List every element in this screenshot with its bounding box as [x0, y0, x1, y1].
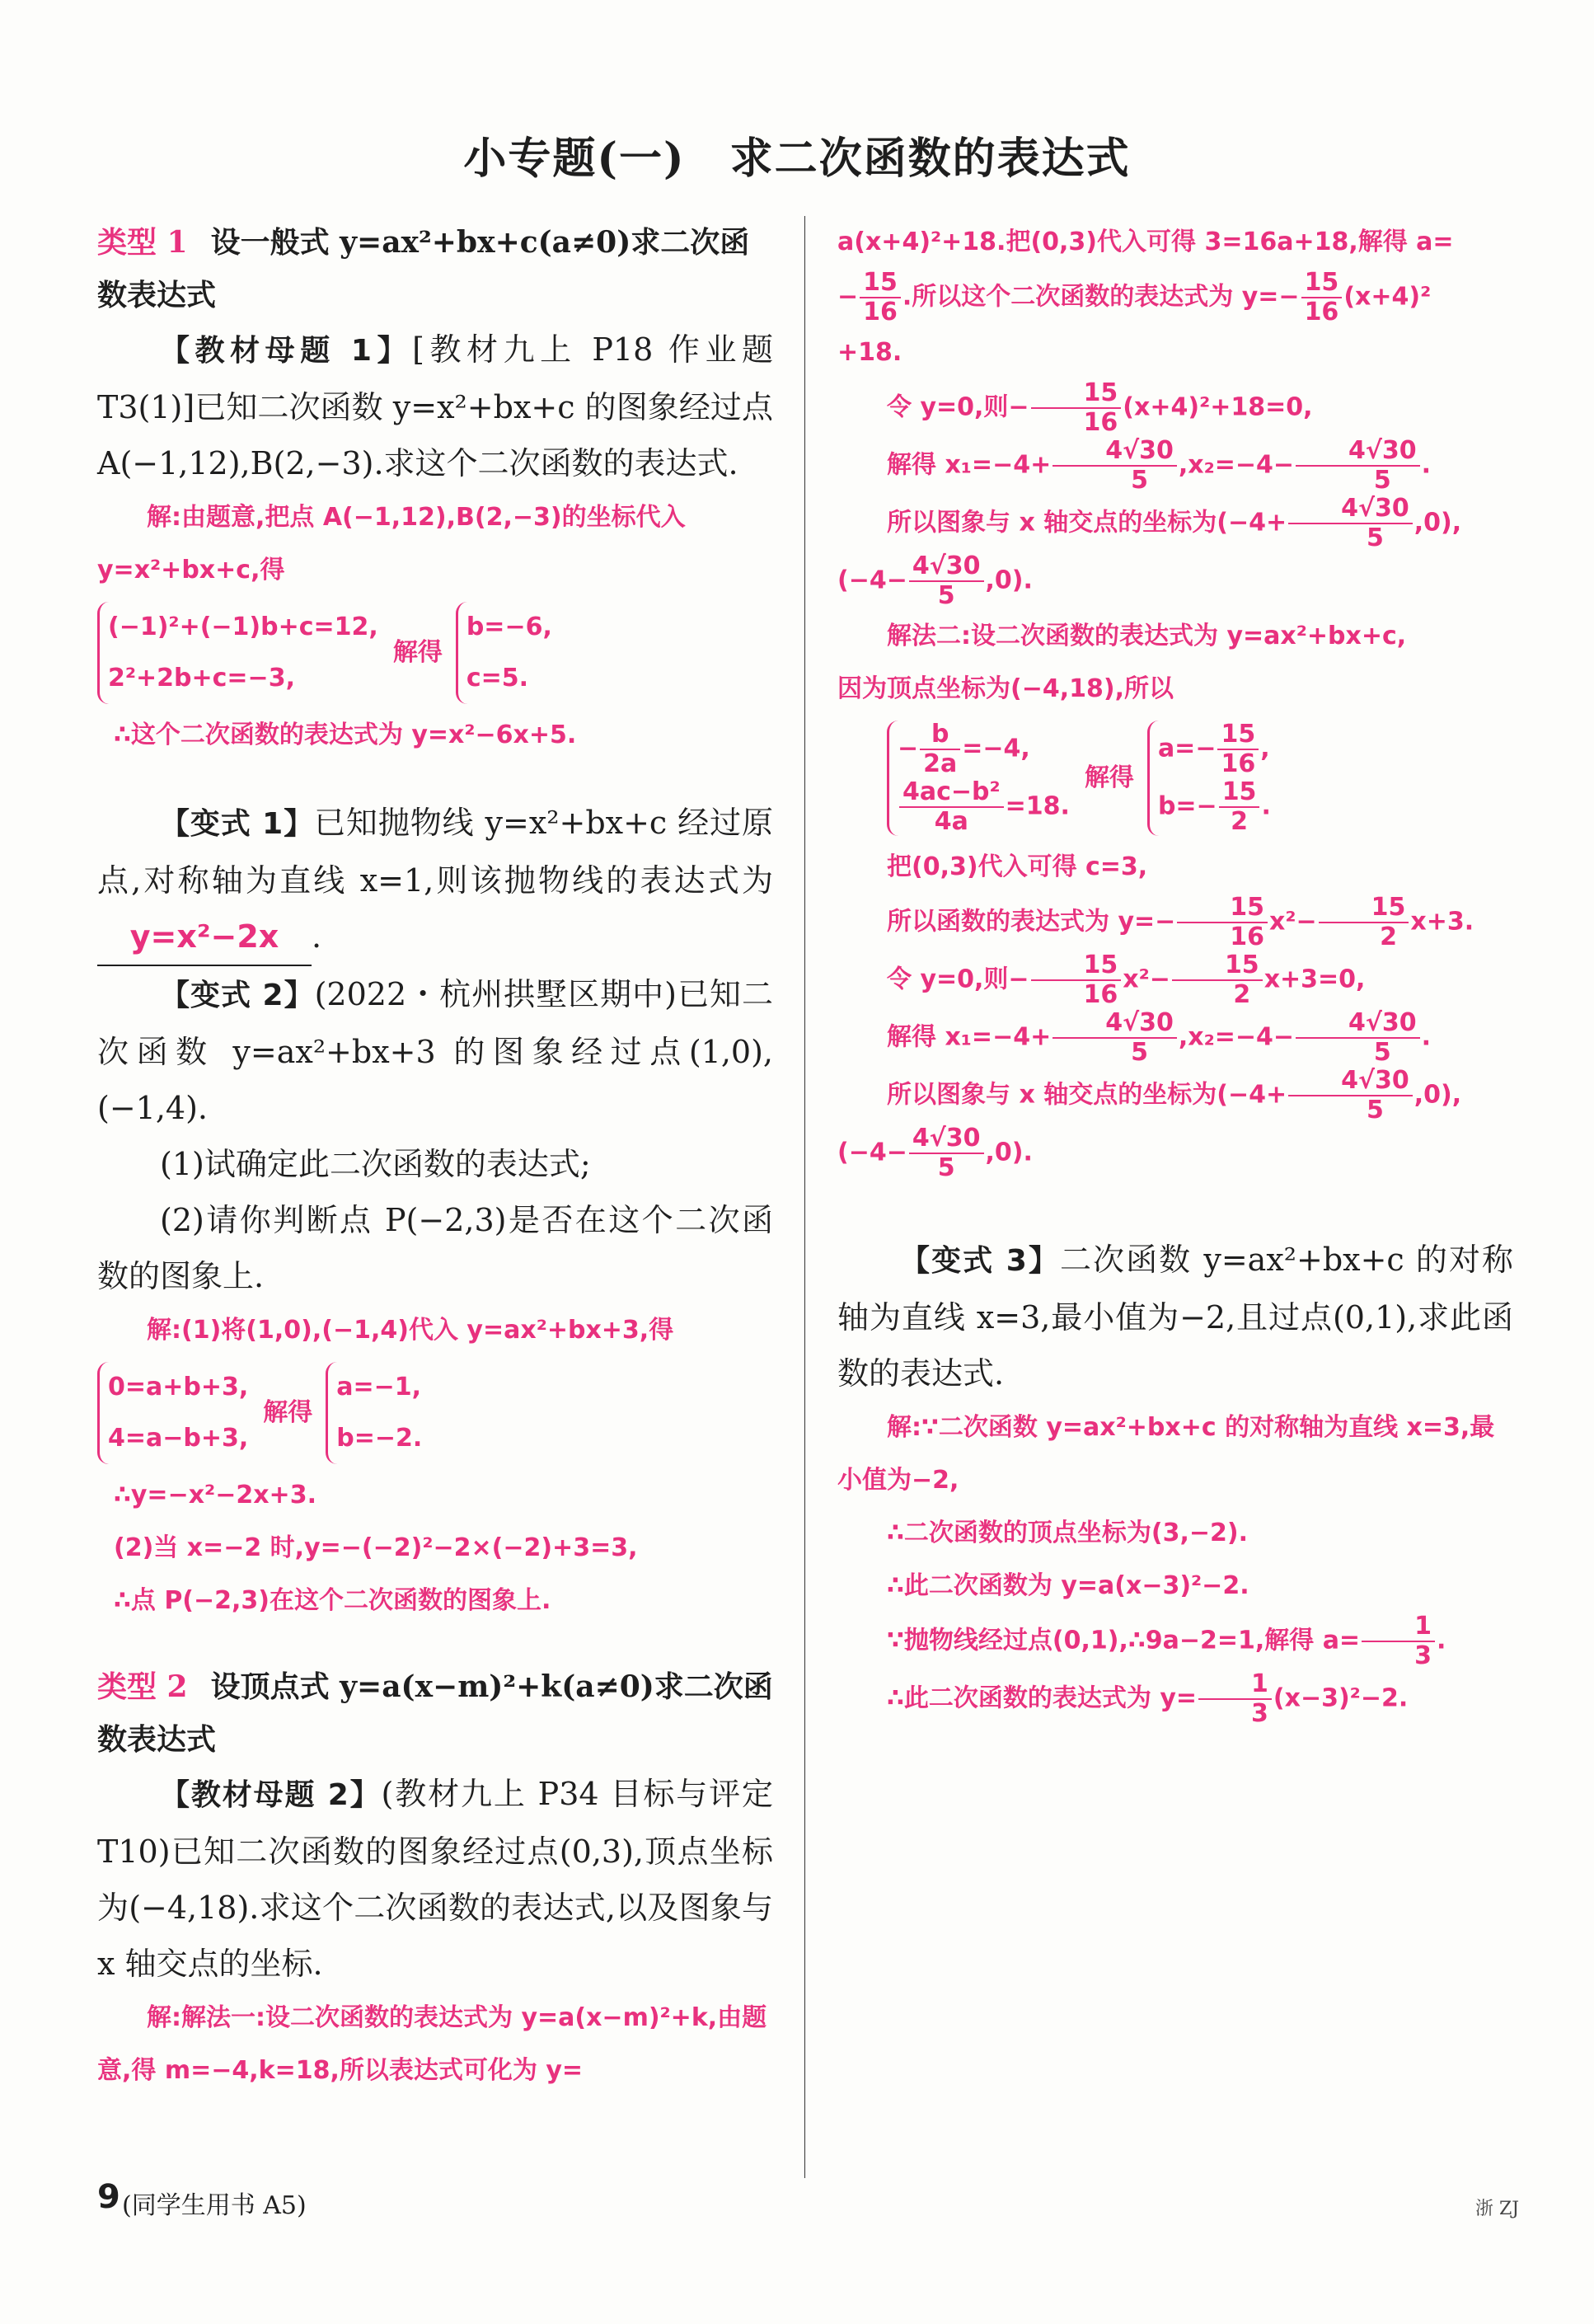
page-title: 小专题(一) 求二次函数的表达式 [463, 134, 1131, 184]
m2-solve-word: 解得 [1084, 763, 1134, 792]
type2-tag: 类型 2 [97, 1669, 188, 1704]
method1-line1: a(x+4)²+18.把(0,3)代入可得 3=16a+18,解得 a= [837, 228, 1454, 256]
left-column [97, 216, 773, 2097]
s1-eq2: 2²+2b+c=−3, [108, 664, 295, 693]
solution2-line3: ∴点 P(−2,3)在这个二次函数的图象上. [114, 1586, 551, 1615]
s2-solve-word: 解得 [263, 1398, 313, 1427]
type2-text: 设顶点式 y=a(x−m)²+k(a≠0)求二次函数表达式 [97, 1669, 773, 1757]
m2-r1: a=− $\frac{15}{16}$ , [1157, 720, 1270, 778]
solution4-line3: ∴此二次函数为 y=a(x−3)²−2. [887, 1571, 1249, 1600]
method2-line6: 解得 x₁=−4+ $\frac{4√30}{5}$ ,x₂=−4− $\frac{4√30}{5}$ . [887, 1008, 1432, 1067]
solution4-line1: 解:∵二次函数 y=ax²+bx+c 的对称轴为直线 x=3,最小值为−2, [837, 1413, 1495, 1495]
v1-text: 已知抛物线 y=x²+bx+c 经过原点,对称轴为直线 x=1,则该抛物线的表达式为 [97, 805, 773, 899]
page-number: 9 [97, 2178, 120, 2216]
method1-line2: − $\frac{15}{16}$ .所以这个二次函数的表达式为 y=− $\frac{15}{16}$ (x+4)² [837, 268, 1432, 326]
solution4-line2: ∴二次函数的顶点坐标为(3,−2). [887, 1519, 1248, 1547]
solution3-intro: 解:解法一:设二次函数的表达式为 y=a(x−m)²+k,由题意,得 m=−4,k=18,所以表达式可化为 y= [97, 2003, 767, 2085]
footer-edition: 浙 ZJ [1475, 2199, 1520, 2219]
method2-line8: (−4− $\frac{4√30}{5}$ ,0). [837, 1124, 1033, 1182]
s2-eq1: 0=a+b+3, [108, 1373, 249, 1401]
s1-solve-word: 解得 [392, 638, 443, 667]
method2-line2: 因为顶点坐标为(−4,18),所以 [837, 674, 1174, 703]
v1-label: 【变式 1】 [160, 807, 315, 841]
type2-heading [97, 1660, 773, 1766]
v3-label: 【变式 3】 [900, 1244, 1060, 1278]
m2-r2: b=− $\frac{15}{2}$ . [1157, 777, 1271, 836]
variant-2-q2: (2)请你判断点 P(−2,3)是否在这个二次函数的图象上. [97, 1202, 773, 1294]
v2-label: 【变式 2】 [160, 979, 315, 1012]
q1-text: [教材九上 P18 作业题 T3(1)]已知二次函数 y=x²+bx+c 的图象经过点 A(−1,12),B(2,−3).求这个二次函数的表达式. [97, 331, 773, 481]
s1-eq1: (−1)²+(−1)b+c=12, [108, 613, 378, 641]
method1-line4: 令 y=0,则− $\frac{15}{16}$ (x+4)²+18=0, [887, 378, 1313, 437]
s1-r1: b=−6, [466, 613, 552, 641]
variant-1 [97, 795, 773, 966]
textbook-question-2 [97, 1766, 773, 1992]
m2-eq2: $\frac{\text{4ac−b²}}{4a}$ =18. [898, 778, 1070, 836]
method2-line3: 把(0,3)代入可得 c=3, [887, 852, 1148, 881]
method1-line5: 解得 x₁=−4+ $\frac{4√30}{5}$ ,x₂=−4− $\frac{4√30}{5}$ . [887, 436, 1432, 495]
solution2-system [97, 1362, 773, 1464]
type1-tag: 类型 1 [97, 225, 188, 260]
v2-text: (2022・杭州拱墅区期中)已知二次函数 y=ax²+bx+3 的图象经过点(1,0),(−1,4). [97, 976, 773, 1126]
textbook-question-1 [97, 322, 773, 491]
variant-2-q1: (1)试确定此二次函数的表达式; [160, 1146, 591, 1182]
method1-line7: (−4− $\frac{4√30}{5}$ ,0). [837, 552, 1033, 610]
type1-heading [97, 216, 773, 322]
variant-2 [97, 966, 773, 1136]
method2-line4: 所以函数的表达式为 y=− $\frac{15}{16}$ x²− $\frac{15}{2}$ x+3. [887, 893, 1474, 951]
method2-line5: 令 y=0,则− $\frac{15}{16}$ x²− $\frac{15}{2}$ x+3=0, [887, 951, 1366, 1009]
q2-text: (教材九上 P34 目标与评定 T10)已知二次函数的图象经过点(0,3),顶点坐标为(−4,18).求这个二次函数的表达式,以及图象与 x 轴交点的坐标. [97, 1776, 773, 1982]
solution4-line4: ∵抛物线经过点(0,1),∴9a−2=1,解得 a= $\frac{1}{3}$ . [887, 1612, 1446, 1670]
solution4-line5: ∴此二次函数的表达式为 y= $\frac{1}{3}$ (x−3)²−2. [887, 1669, 1409, 1728]
v1-answer-blank: y=x²−2x [97, 908, 312, 966]
solution2-line1: ∴y=−x²−2x+3. [114, 1481, 316, 1509]
solution1-conclusion: ∴这个二次函数的表达式为 y=x²−6x+5. [114, 721, 577, 749]
method2-line1: 解法二:设二次函数的表达式为 y=ax²+bx+c, [887, 622, 1407, 650]
s1-r2: c=5. [466, 664, 529, 693]
right-column [837, 216, 1513, 1728]
s2-r2: b=−2. [336, 1424, 423, 1453]
method1-line3: +18. [837, 338, 902, 367]
solution2-line2: (2)当 x=−2 时,y=−(−2)²−2×(−2)+3=3, [114, 1533, 638, 1562]
q2-label: 【教材母题 2】 [160, 1778, 382, 1812]
variant-3 [837, 1232, 1513, 1401]
type1-text: 设一般式 y=ax²+bx+c(a≠0)求二次函数表达式 [97, 225, 750, 312]
method1-line6: 所以图象与 x 轴交点的坐标为(−4+ $\frac{4√30}{5}$ ,0), [887, 494, 1462, 552]
solution1-intro: 解:由题意,把点 A(−1,12),B(2,−3)的坐标代入 y=x²+bx+c,得 [97, 503, 686, 585]
s2-r1: a=−1, [336, 1373, 422, 1401]
v1-end: . [312, 918, 322, 955]
solution2-intro: 解:(1)将(1,0),(−1,4)代入 y=ax²+bx+3,得 [147, 1316, 674, 1345]
v3-text: 二次函数 y=ax²+bx+c 的对称轴为直线 x=3,最小值为−2,且过点(0,1),求此函数的表达式. [837, 1242, 1513, 1392]
solution1-system [97, 602, 773, 704]
footer-note: (同学生用书 A5) [122, 2191, 307, 2220]
method2-line7: 所以图象与 x 轴交点的坐标为(−4+ $\frac{4√30}{5}$ ,0), [887, 1066, 1462, 1124]
m2-eq1: − $\frac{b}{2a}$ =−4, [898, 720, 1030, 778]
q1-label: 【教材母题 1】 [160, 334, 413, 368]
column-divider [804, 216, 805, 2178]
s2-eq2: 4=a−b+3, [108, 1424, 249, 1453]
method2-system [837, 721, 1513, 836]
